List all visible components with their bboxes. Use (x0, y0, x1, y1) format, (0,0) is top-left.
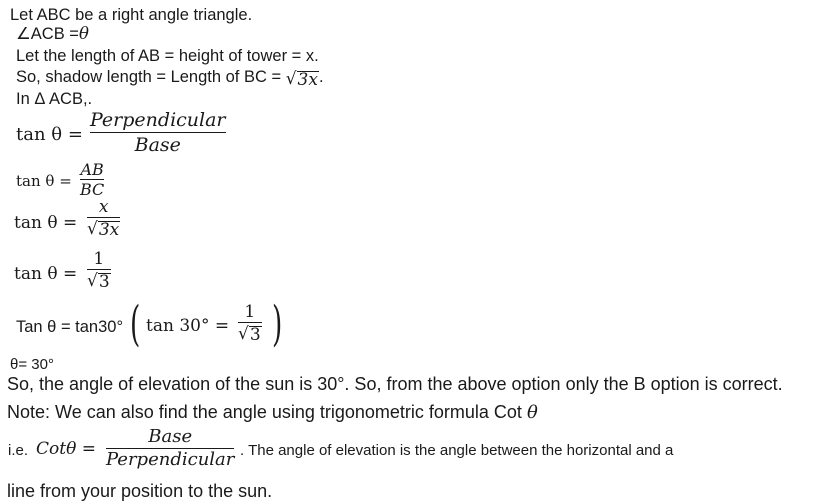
shadow-length-text: So, shadow length = Length of BC = (16, 68, 282, 86)
tan-eq3-fraction (87, 197, 120, 240)
sqrt-sign: √ (238, 324, 249, 344)
tan-eq1-fraction (90, 108, 226, 157)
sqrt-sign: √ (87, 219, 98, 239)
numerator: 1 (93, 249, 105, 269)
tan-eq4-lhs: tan θ = (14, 264, 78, 284)
last-line: line from your position to the sun. (7, 481, 273, 501)
close-paren: ) (272, 296, 283, 352)
intro-line: Let ABC be a right angle triangle. (10, 6, 253, 24)
tan30-line: Tan θ = tan30° (16, 318, 124, 336)
angle-line (16, 24, 89, 44)
period: . (318, 68, 324, 86)
denominator: Perpendicular (106, 449, 235, 470)
sqrt-sign: √ (87, 271, 98, 291)
triangle-line: In Δ ACB,. (16, 90, 93, 108)
tan-eq2-fraction (80, 160, 104, 199)
denominator (238, 323, 262, 345)
note-line (7, 401, 538, 424)
tan-eq1-lhs: tan θ = (16, 124, 83, 145)
numerator: Perpendicular (90, 109, 226, 131)
denominator (87, 218, 120, 240)
theta-symbol: θ (526, 402, 538, 423)
cot-lhs: Cotθ = (36, 439, 96, 459)
numerator: Base (148, 426, 193, 447)
tan-eq2-lhs: tan θ = (16, 172, 72, 190)
numerator: 1 (244, 302, 256, 322)
theta-result: θ= 30° (10, 356, 54, 373)
denominator: Base (134, 134, 181, 156)
sqrt-sign: √ (285, 69, 297, 89)
radicand: 3 (98, 272, 110, 292)
tan-eq4-fraction (87, 249, 111, 292)
paren-lhs: tan 30° = (146, 316, 230, 336)
sqrt-expression (286, 71, 319, 89)
radicand: 3x (98, 220, 120, 240)
shadow-length-line (16, 67, 324, 89)
numerator: AB (80, 160, 104, 179)
note-text: Note: We can also find the angle using trigonometric formula Cot (7, 402, 522, 422)
tan-eq3-lhs: tan θ = (14, 213, 78, 233)
numerator: x (98, 197, 109, 217)
sqrt-expression (87, 221, 120, 239)
open-paren: ( (130, 296, 141, 352)
sqrt-expression (238, 326, 262, 344)
conclusion-line: So, the angle of elevation of the sun is 30°. So, from the above option only the B option is correct. (7, 374, 783, 394)
sqrt-expression (87, 273, 111, 291)
denominator: BC (80, 180, 105, 199)
tower-height-line: Let the length of AB = height of tower = x. (16, 47, 319, 65)
theta-symbol: θ (78, 24, 89, 43)
angle-label: ∠ACB = (16, 25, 79, 43)
elevation-definition: . The angle of elevation is the angle between the horizontal and a (240, 442, 674, 459)
ie-label: i.e. (8, 442, 29, 459)
radicand: 3 (249, 325, 261, 345)
cot-fraction (106, 426, 234, 471)
paren-fraction (238, 302, 262, 345)
denominator (87, 270, 111, 292)
radicand: 3x (297, 70, 318, 90)
